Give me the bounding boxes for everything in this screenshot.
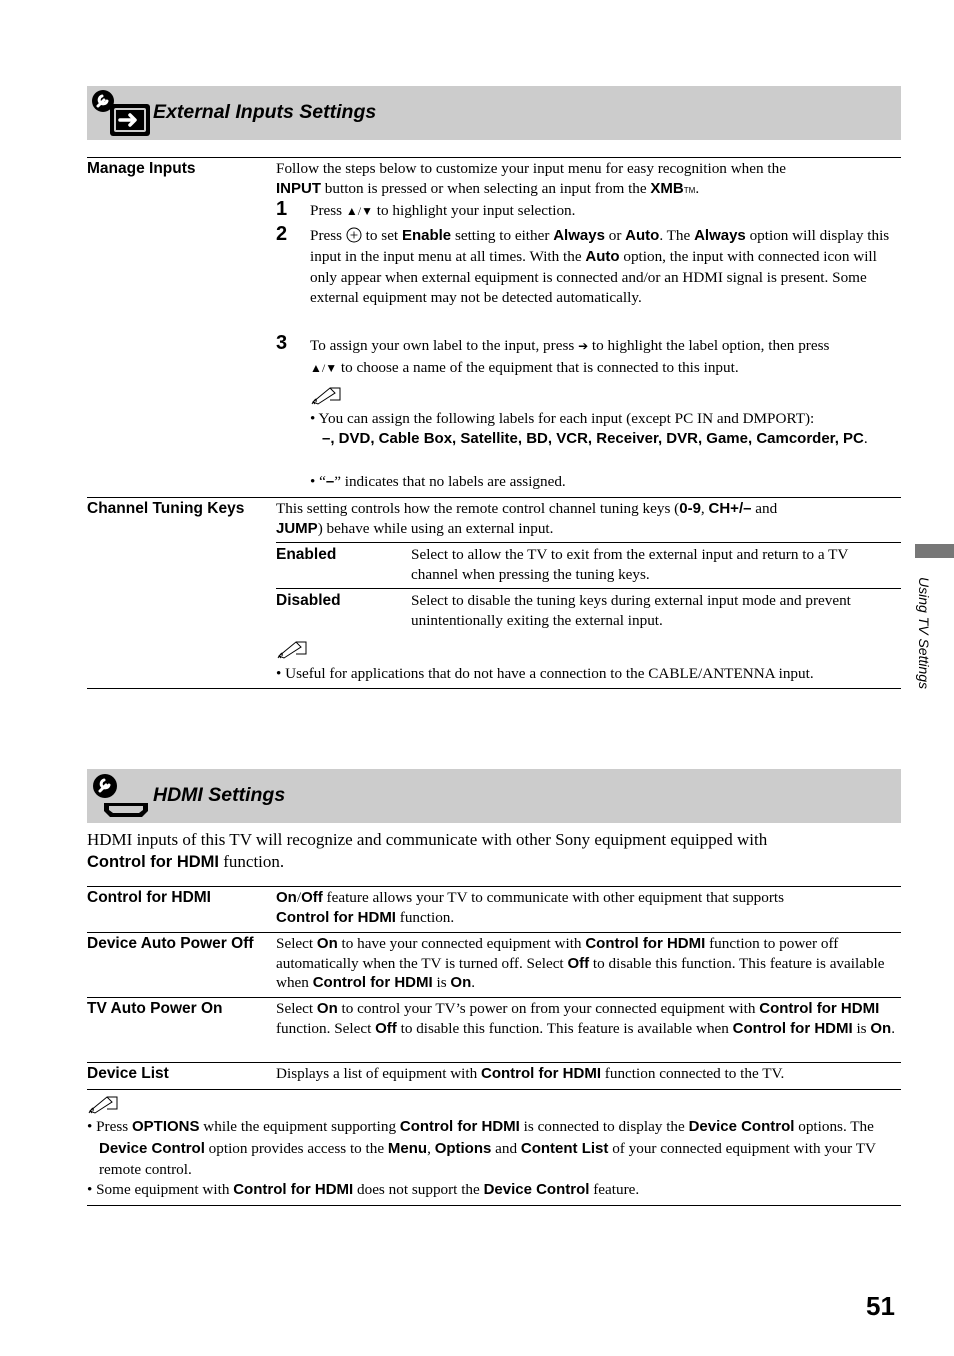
tv-auto-power-on-desc: Select On to control your TV’s power on from your connected equipment with Control for HDMI function. Select Off to disable this function. This feature is available when Control for HDMI is On. <box>276 1000 896 1037</box>
disabled-label: Disabled <box>276 592 341 609</box>
divider <box>87 1205 901 1206</box>
section-title: HDMI Settings <box>153 784 286 806</box>
disabled-desc: Select to disable the tuning keys during external input mode and prevent unintentionally exiting the external input. <box>411 592 851 629</box>
note-pencil-icon <box>87 1094 119 1114</box>
right-arrow-icon: ➔ <box>578 339 589 353</box>
channel-tuning-keys-desc: This setting controls how the remote control channel tuning keys (0-9, CH+/– and JUMP) behave while using an external input. <box>276 500 778 537</box>
step-1-text: Press ▲/▼ to highlight your input selection. <box>310 202 576 219</box>
control-for-hdmi-desc: On/Off feature allows your TV to communicate with other equipment that supports Control for HDMI function. <box>276 889 785 926</box>
step-number: 1 <box>276 198 288 220</box>
up-down-arrows-icon: ▲/▼ <box>310 361 338 375</box>
step-number: 3 <box>276 332 288 354</box>
divider <box>87 886 901 887</box>
wrench-hdmi-icon <box>90 771 152 823</box>
divider <box>276 588 901 589</box>
section-title: External Inputs Settings <box>153 101 377 123</box>
step-2-text: Press to set Enable setting to either Always or Auto. The Always option will display this input in the input menu at all times. With the Auto option, the input with connected icon will only appear when external equipment is connected and/or an HDMI signal is present. Some external equipment may not be detected automatically. <box>310 227 890 307</box>
hdmi-intro: HDMI inputs of this TV will recognize and communicate with other Sony equipment equipped with Control for HDMI function. <box>87 830 768 871</box>
enabled-desc: Select to allow the TV to exit from the external input and return to a TV channel when pressing the tuning keys. <box>411 546 849 583</box>
note-pencil-icon <box>310 385 342 405</box>
note-labels: • You can assign the following labels for each input (except PC IN and DMPORT): –, DVD, Cable Box, Satellite, BD, VCR, Receiver, DVR, Game, Camcorder, PC. <box>310 410 868 447</box>
tv-auto-power-on-label: TV Auto Power On <box>87 1000 223 1017</box>
device-list-desc: Displays a list of equipment with Control for HDMI function connected to the TV. <box>276 1065 785 1082</box>
enabled-label: Enabled <box>276 546 337 563</box>
device-auto-power-off-desc: Select On to have your connected equipment with Control for HDMI function to power off automatically when the TV is turned off. Select Off to disable this function. This feature is available when Control for HDMI is On. <box>276 935 885 991</box>
divider <box>87 688 901 689</box>
note-pencil-icon <box>276 639 308 659</box>
divider <box>87 1089 901 1090</box>
external-inputs-banner <box>87 86 901 140</box>
note-device-control: • Some equipment with Control for HDMI does not support the Device Control feature. <box>87 1181 640 1198</box>
side-tab-marker <box>915 544 954 558</box>
hdmi-settings-banner <box>87 769 901 823</box>
step-number: 2 <box>276 223 288 245</box>
control-for-hdmi-label: Control for HDMI <box>87 889 211 906</box>
wrench-input-icon <box>90 88 152 140</box>
note-options: • Press OPTIONS while the equipment supporting Control for HDMI is connected to display the Device Control options. The Device Control option provides access to the Menu, Options and Content List of your connected equipment with your TV remote control. <box>87 1118 876 1178</box>
page-number: 51 <box>866 1291 895 1321</box>
up-down-arrows-icon: ▲/▼ <box>345 204 373 218</box>
enter-button-icon <box>346 227 362 243</box>
step-3-text: To assign your own label to the input, press ➔ to highlight the label option, then press ▲/▼ to choose a name of the equipment that is connected to this input. <box>310 337 830 376</box>
device-list-label: Device List <box>87 1065 169 1082</box>
side-tab-label: Using TV Settings <box>916 577 933 690</box>
manage-inputs-intro: Follow the steps below to customize your input menu for easy recognition when the INPUT button is pressed or when selecting an input from the XMBTM. <box>276 160 786 197</box>
device-auto-power-off-label: Device Auto Power Off <box>87 935 254 952</box>
divider <box>87 997 901 998</box>
divider <box>276 542 901 543</box>
divider <box>87 497 901 498</box>
divider <box>87 157 901 158</box>
divider <box>87 932 901 933</box>
divider <box>87 1062 901 1063</box>
manage-inputs-label: Manage Inputs <box>87 160 196 177</box>
channel-tuning-keys-label: Channel Tuning Keys <box>87 500 245 517</box>
note-no-labels: • “–” indicates that no labels are assigned. <box>310 473 566 490</box>
note-cable-antenna: • Useful for applications that do not have a connection to the CABLE/ANTENNA input. <box>276 665 814 682</box>
